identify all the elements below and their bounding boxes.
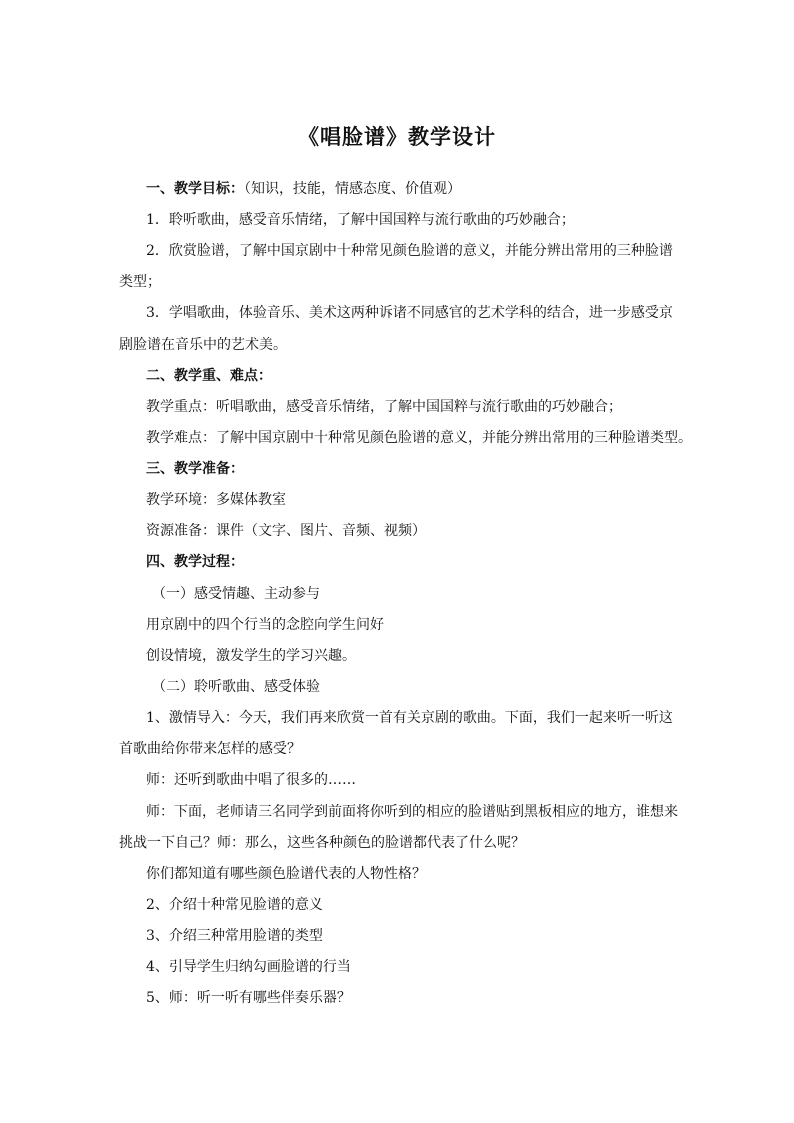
step-1-line-2: 首歌曲给你带来怎样的感受？	[119, 741, 301, 757]
section1-heading-note: （知识，技能，情感态度、价值观）	[244, 181, 461, 197]
objective-item-2-line-2: 类型；	[119, 274, 161, 290]
difficulty-point: 教学难点：了解中国京剧中十种常见颜色脸谱的意义，并能分辨出常用的三种脸谱类型。	[146, 430, 692, 446]
section4-heading: 四、教学过程：	[146, 554, 244, 570]
section3-heading: 三、教学准备：	[146, 461, 244, 477]
document-title: 《唱脸谱》教学设计	[298, 124, 496, 149]
objective-item-3-line-1: 3．学唱歌曲，体验音乐、美术这两种诉诸不同感官的艺术学科的结合，进一步感受京	[146, 305, 673, 321]
step-3: 3、介绍三种常用脸谱的类型	[146, 928, 323, 944]
key-point: 教学重点：听唱歌曲，感受音乐情绪，了解中国国粹与流行歌曲的巧妙融合；	[146, 399, 622, 415]
objective-item-2-line-1: 2．欣赏脸谱，了解中国京剧中十种常见颜色脸谱的意义，并能分辨出常用的三种脸谱	[146, 243, 673, 259]
step-1-line-1: 1、激情导入：今天，我们再来欣赏一首有关京剧的歌曲。下面，我们一起来听一听这	[146, 710, 673, 726]
question-line: 你们都知道有哪些颜色脸谱代表的人物性格？	[146, 866, 426, 882]
teacher-line-2a: 师：下面，老师请三名同学到前面将你听到的相应的脸谱贴到黑板相应的地方，谁想来	[146, 804, 678, 820]
teaching-environment: 教学环境：多媒体教室	[146, 492, 286, 508]
section1-heading-line	[146, 180, 461, 198]
step-4: 4、引导学生归纳勾画脸谱的行当	[146, 959, 351, 975]
step-5: 5、师：听一听有哪些伴奏乐器？	[146, 990, 351, 1006]
section1-heading: 一、教学目标：	[146, 181, 244, 197]
objective-item-3-line-2: 剧脸谱在音乐中的艺术美。	[119, 337, 287, 353]
process-part-1-line-2: 创设情境，激发学生的学习兴趣。	[146, 648, 356, 664]
teacher-line-2b: 挑战一下自己？师：那么，这些各种颜色的脸谱都代表了什么呢？	[119, 835, 525, 851]
process-part-1-title: （一）感受情趣、主动参与	[152, 586, 320, 602]
objective-item-1: 1．聆听歌曲，感受音乐情绪，了解中国国粹与流行歌曲的巧妙融合；	[146, 212, 575, 228]
step-2: 2、介绍十种常见脸谱的意义	[146, 897, 323, 913]
resource-preparation: 资源准备：课件（文字、图片、音频、视频）	[146, 523, 426, 539]
section2-heading: 二、教学重、难点：	[146, 368, 272, 384]
process-part-1-line-1: 用京剧中的四个行当的念腔向学生问好	[146, 617, 384, 633]
teacher-line-1: 师：还听到歌曲中唱了很多的……	[146, 772, 356, 788]
process-part-2-title: （二）聆听歌曲、感受体验	[152, 679, 320, 695]
